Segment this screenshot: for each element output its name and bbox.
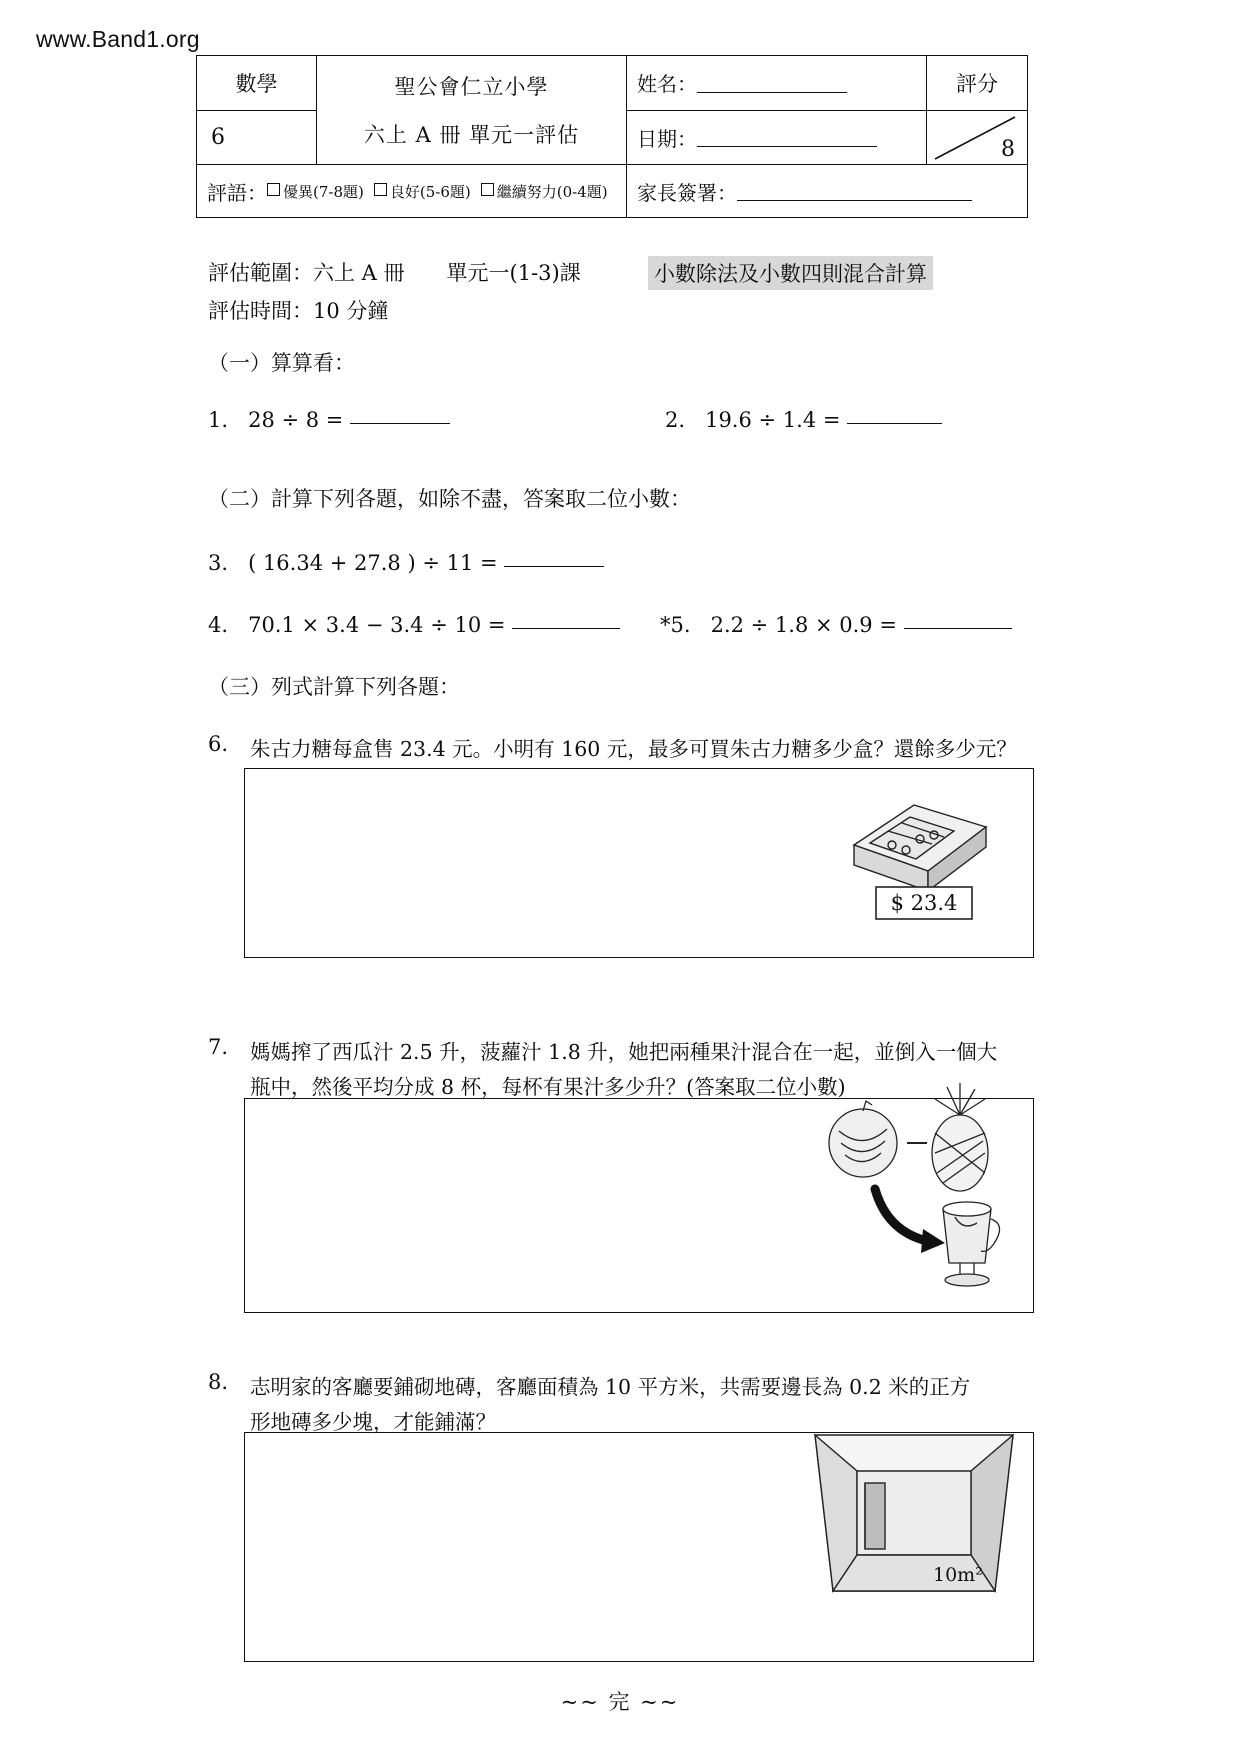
comment-option-label: 繼續努力(0-4題) — [496, 182, 608, 201]
question-2 — [665, 405, 942, 437]
question-2-number: 2. — [665, 408, 686, 432]
section-c-heading: （三）列式計算下列各題： — [208, 675, 460, 699]
question-6-answer-box[interactable] — [244, 768, 1034, 958]
header-table — [196, 55, 1028, 218]
end-mark: ~~ 完 ~~ — [560, 1690, 680, 1714]
question-4-answer-blank[interactable] — [512, 628, 620, 629]
name-label: 姓名： — [637, 72, 697, 97]
room-area-label: 10m² — [933, 1564, 983, 1586]
comment-label: 評語： — [207, 180, 267, 205]
school-name: 聖公會仁立小學 — [394, 75, 549, 99]
name-input-line[interactable] — [697, 73, 847, 93]
section-a-heading: （一）算算看： — [208, 351, 355, 375]
date-label: 日期： — [637, 126, 697, 151]
room-floor-illustration — [809, 1405, 1019, 1620]
watermark-text: www.Band1.org — [36, 26, 200, 52]
section-b-heading: （二）計算下列各題，如除不盡，答案取二位小數： — [208, 487, 691, 511]
question-7-answer-box[interactable] — [244, 1098, 1034, 1313]
question-3-number: 3. — [208, 551, 229, 575]
svg-text:$ 23.4: $ 23.4 — [890, 891, 958, 915]
question-5-answer-blank[interactable] — [904, 628, 1012, 629]
question-5-number: *5. — [660, 613, 691, 637]
parent-signature-label: 家長簽署： — [637, 180, 737, 205]
chocolate-box-illustration — [836, 787, 1011, 927]
question-3-text: ( 16.34 + 27.8 ) ÷ 11 = — [248, 551, 498, 575]
question-4-number: 4. — [208, 613, 229, 637]
name-row — [627, 56, 926, 111]
parent-signature-cell — [627, 177, 1027, 206]
question-3 — [208, 548, 604, 580]
question-7-line2: 瓶中，然後平均分成 8 杯，每杯有果汁多少升？(答案取二位小數) — [250, 1075, 846, 1100]
score-cell — [927, 56, 1027, 164]
subject-label: 數學 — [197, 56, 316, 111]
subject-cell — [197, 56, 317, 164]
question-7-number: 7. — [208, 1035, 229, 1059]
comment-option-good[interactable] — [374, 181, 471, 202]
checkbox-icon[interactable] — [374, 183, 387, 196]
student-info-cell — [627, 56, 927, 164]
question-7-line1: 媽媽搾了西瓜汁 2.5 升，菠蘿汁 1.8 升，她把兩種果汁混合在一起，並倒入一個大 — [250, 1040, 998, 1064]
comment-option-label: 優異(7-8題) — [283, 182, 364, 201]
question-8-answer-box[interactable] — [244, 1432, 1034, 1662]
question-5-text: 2.2 ÷ 1.8 × 0.9 = — [710, 613, 897, 637]
question-1-answer-blank[interactable] — [350, 423, 450, 424]
assessment-title: 六上 A 冊 單元一評估 — [363, 123, 580, 147]
question-1-text: 28 ÷ 8 = — [248, 408, 344, 432]
juice-illustration — [815, 1081, 1015, 1301]
score-label: 評分 — [927, 56, 1027, 111]
header-top-row — [197, 56, 1027, 165]
checkbox-icon[interactable] — [267, 183, 280, 196]
question-1 — [208, 405, 450, 437]
question-4-text: 70.1 × 3.4 − 3.4 ÷ 10 = — [248, 613, 506, 637]
header-bottom-row — [197, 165, 1027, 217]
time-line: 評估時間：10 分鐘 — [208, 299, 389, 323]
comment-cell — [197, 165, 627, 217]
checkbox-icon[interactable] — [481, 183, 494, 196]
parent-signature-line[interactable] — [737, 181, 972, 201]
comment-option-keeptrying[interactable] — [481, 181, 608, 202]
question-2-answer-blank[interactable] — [847, 423, 942, 424]
question-1-number: 1. — [208, 408, 229, 432]
question-6-number: 6. — [208, 732, 229, 756]
scope-line: 評估範圍：六上 A 冊 單元一(1-3)課 — [208, 261, 581, 285]
question-2-text: 19.6 ÷ 1.4 = — [705, 408, 841, 432]
comment-option-excellent[interactable] — [267, 181, 364, 202]
comment-option-label: 良好(5-6題) — [389, 182, 471, 201]
question-8-line1: 志明家的客廳要鋪砌地磚，客廳面積為 10 平方米，共需要邊長為 0.2 米的正方 — [250, 1375, 971, 1399]
question-6-text: 朱古力糖每盒售 23.4 元。小明有 160 元，最多可買朱古力糖多少盒？還餘多少元？ — [250, 737, 1017, 761]
question-3-answer-blank[interactable] — [504, 566, 604, 567]
date-input-line[interactable] — [697, 127, 877, 147]
question-5 — [660, 610, 1012, 642]
school-cell — [317, 56, 627, 164]
question-8-line2: 形地磚多少塊，才能鋪滿？ — [250, 1410, 496, 1435]
date-row — [627, 111, 926, 165]
score-denominator: 8 — [1001, 137, 1015, 162]
score-value-area[interactable] — [927, 111, 1027, 165]
topic-highlight: 小數除法及小數四則混合計算 — [648, 256, 933, 290]
question-8-number: 8. — [208, 1370, 229, 1394]
grade-value: 6 — [211, 124, 225, 150]
question-4 — [208, 610, 620, 642]
